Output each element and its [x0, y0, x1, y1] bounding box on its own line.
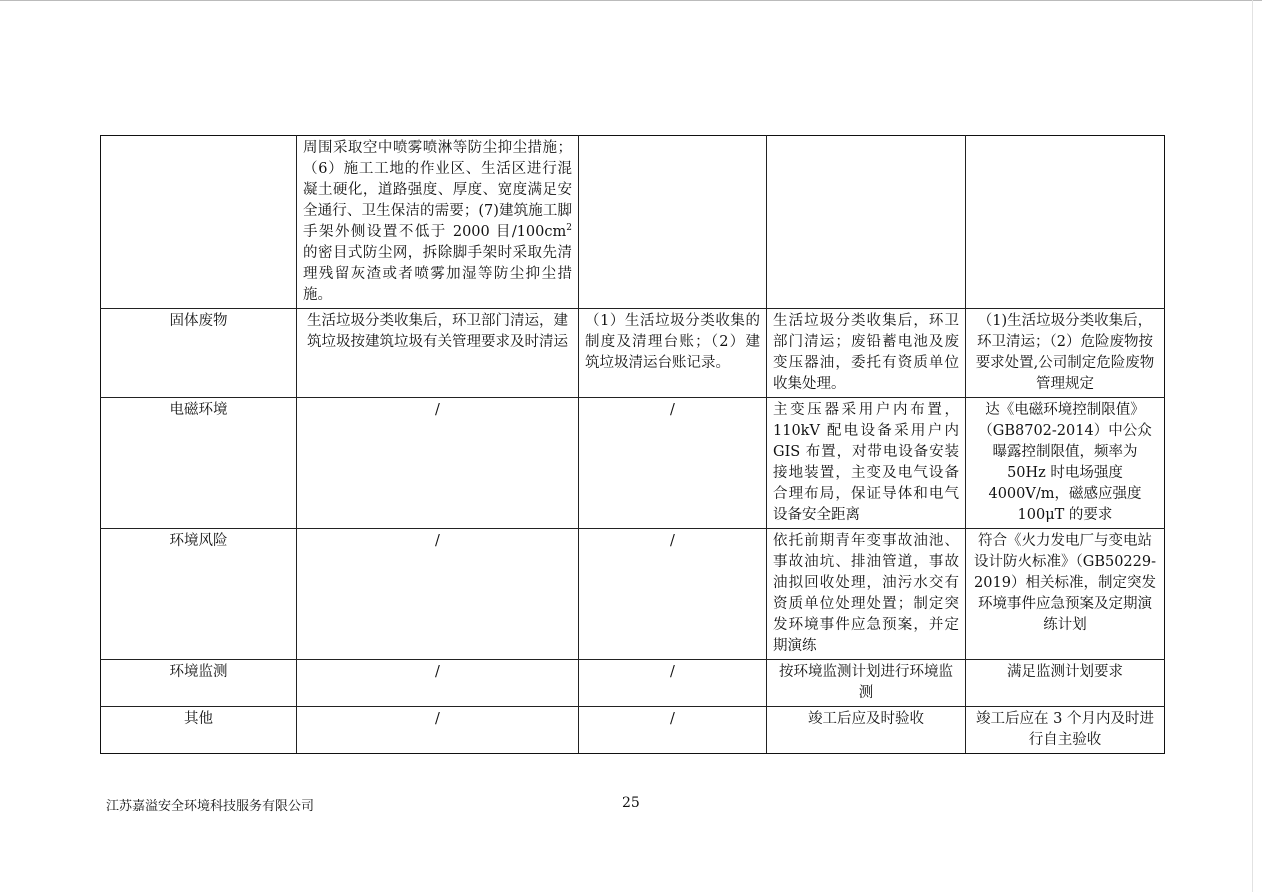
operation-measure-cell: 竣工后应及时验收	[767, 707, 966, 754]
category-cell: 环境监测	[101, 660, 297, 707]
table-row	[101, 398, 1165, 529]
category-cell: 环境风险	[101, 529, 297, 660]
page-border-top	[0, 0, 1262, 1]
acceptance-requirement-cell: 符合《火力发电厂与变电站设计防火标准》（GB50229-2019）相关标准，制定突发环境事件应急预案及定期演练计划	[966, 529, 1165, 660]
record-cell	[579, 136, 767, 309]
record-cell: /	[579, 529, 767, 660]
category-cell	[101, 136, 297, 309]
table-row	[101, 707, 1165, 754]
record-cell: /	[579, 660, 767, 707]
table-row	[101, 660, 1165, 707]
acceptance-requirement-cell: 竣工后应在 3 个月内及时进行自主验收	[966, 707, 1165, 754]
category-cell: 其他	[101, 707, 297, 754]
measure-cell: 周围采取空中喷雾喷淋等防尘抑尘措施；（6）施工工地的作业区、生活区进行混凝土硬化，道路强度、厚度、宽度满足安全通行、卫生保洁的需要；(7)建筑施工脚手架外侧设置不低于 2000 目$/100cm^2$ 的密目式防尘网，拆除脚手架时采取先清理残留灰渣或者喷雾加湿等防尘抑尘措施。	[297, 136, 579, 309]
table-row	[101, 529, 1165, 660]
category-cell: 固体废物	[101, 309, 297, 398]
footer-company-name: 江苏嘉溢安全环境科技服务有限公司	[106, 799, 315, 814]
operation-measure-cell	[767, 136, 966, 309]
measure-cell: /	[297, 707, 579, 754]
acceptance-requirement-cell	[966, 136, 1165, 309]
page-number: 25	[622, 795, 640, 811]
operation-measure-cell: 按环境监测计划进行环境监测	[767, 660, 966, 707]
measure-cell: /	[297, 529, 579, 660]
record-cell: /	[579, 398, 767, 529]
page-border-right	[1252, 0, 1253, 892]
operation-measure-cell: 依托前期青年变事故油池、事故油坑、排油管道，事故油拟回收处理，油污水交有资质单位处理处置；制定突发环境事件应急预案，并定期演练	[767, 529, 966, 660]
record-cell: /	[579, 707, 767, 754]
measure-cell: /	[297, 660, 579, 707]
measure-cell: 生活垃圾分类收集后，环卫部门清运，建筑垃圾按建筑垃圾有关管理要求及时清运	[297, 309, 579, 398]
table-row	[101, 309, 1165, 398]
table-row	[101, 136, 1165, 309]
measure-cell: /	[297, 398, 579, 529]
acceptance-requirement-cell: 达《电磁环境控制限值》（GB8702-2014）中公众曝露控制限值，频率为 50Hz 时电场强度 4000V/m，磁感应强度 100μT 的要求	[966, 398, 1165, 529]
operation-measure-cell: 主变压器采用户内布置，110kV 配电设备采用户内 GIS 布置，对带电设备安装接地装置，主变及电气设备合理布局，保证导体和电气设备安全距离	[767, 398, 966, 529]
acceptance-requirement-cell: 满足监测计划要求	[966, 660, 1165, 707]
acceptance-requirement-cell: （1)生活垃圾分类收集后，环卫清运；（2）危险废物按要求处置,公司制定危险废物管理规定	[966, 309, 1165, 398]
record-cell: （1）生活垃圾分类收集的制度及清理台账；（2）建筑垃圾清运台账记录。	[579, 309, 767, 398]
category-cell: 电磁环境	[101, 398, 297, 529]
operation-measure-cell: 生活垃圾分类收集后，环卫部门清运；废铅蓄电池及废变压器油，委托有资质单位收集处理。	[767, 309, 966, 398]
environmental-measures-table	[100, 135, 1165, 754]
